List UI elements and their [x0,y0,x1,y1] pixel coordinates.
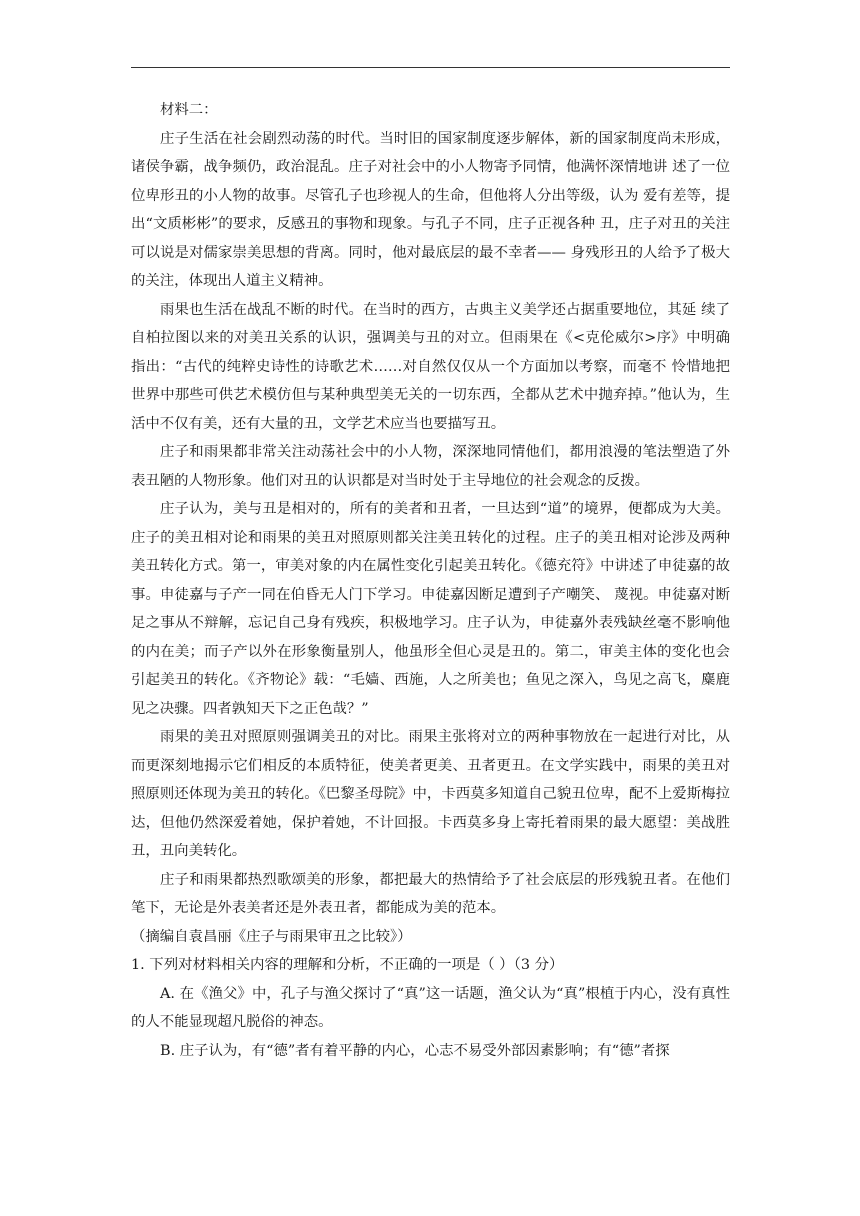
paragraph: 庄子和雨果都热烈歌颂美的形象，都把最大的热情给予了社会底层的形残貌丑者。在他们笔下，无论是外表美者还是外表丑者，都能成为美的范本。 [131,871,730,916]
paragraph: 庄子和雨果都非常关注动荡社会中的小人物，深深地同情他们，都用浪漫的笔法塑造了外表丑陋的人物形象。他们对丑的认识都是对当时处于主导地位的社会观念的反拨。 [131,444,730,489]
header-rule [131,67,730,68]
question-stem: 1. 下列对材料相关内容的理解和分析，不正确的一项是（ ）（3 分） [131,957,564,973]
document-body [131,96,730,1065]
paragraph: 庄子认为，美与丑是相对的，所有的美者和丑者，一旦达到“道”的境界，便都成为大美。庄子的美丑相对论和雨果的美丑对照原则都关注美丑转化的过程。庄子的美丑相对论涉及两种美丑转化方式。第一，审美对象的内在属性变化引起美丑转化。《德充符》中讲述了申徒嘉的故事。申徒嘉与子产一同在伯昏无人门下学习。申徒嘉因断足遭到子产嘲笑、 蔑视。申徒嘉对断足之事从不辩解，忘记自己身有残疾，积极地学习。庄子认为，申徒嘉外表残缺丝毫不影响他的内在美；而子产以外在形象衡量别人，他虽形全但心灵是丑的。第二，审美主体的变化也会引起美丑的转化。《齐物论》载：“毛嫱、西施，人之所美也；鱼见之深入，鸟见之高飞，麋鹿见之决骤。四者孰知天下之正色哉？” [131,501,730,717]
source-citation: （摘编自袁昌丽《庄子与雨果审丑之比较》） [131,928,412,945]
paragraph: 雨果的美丑对照原则强调美丑的对比。雨果主张将对立的两种事物放在一起进行对比，从而更深刻地揭示它们相反的本质特征，使美者更美、丑者更丑。在文学实践中，雨果的美丑对照原则还体现为美丑的转化。《巴黎圣母院》中，卡西莫多知道自己貌丑位卑，配不上爱斯梅拉达，但他仍然深爱着她，保护着她，不计回报。卡西莫多身上寄托着雨果的最大愿望：美战胜丑，丑向美转化。 [131,729,730,859]
section-label: 材料二： [160,102,218,118]
paragraph: 雨果也生活在战乱不断的时代。在当时的西方，古典主义美学还占据重要地位，其延 续了自柏拉图以来的对美丑关系的认识，强调美与丑的对立。但雨果在《<克伦威尔>序》中明确指出：“古代的纯粹史诗性的诗歌艺术……对自然仅仅从一个方面加以考察，而毫不 怜惜地把世界中那些可供艺术模仿但与某种典型美无关的一切东西，全都从艺术中抛弃掉。”他认为，生活中不仅有美，还有大量的丑，文学艺术应当也要描写丑。 [131,301,730,432]
option-a: A. 在《渔父》中，孔子与渔父探讨了“真”这一话题，渔父认为“真”根植于内心，没有真性的人不能显现超凡脱俗的神态。 [131,985,730,1030]
option-b: B. 庄子认为，有“德”者有着平静的内心，心志不易受外部因素影响；有“德”者探 [160,1042,670,1059]
paragraph: 庄子生活在社会剧烈动荡的时代。当时旧的国家制度逐步解体，新的国家制度尚未形成，诸侯争霸，战争频仍，政治混乱。庄子对社会中的小人物寄予同情，他满怀深情地讲 述了一位位卑形丑的小人物的故事。尽管孔子也珍视人的生命，但他将人分出等级，认为 爱有差等，提出“文质彬彬”的要求，反感丑的事物和现象。与孔子不同，庄子正视各种 丑，庄子对丑的关注可以说是对儒家崇美思想的背离。同时，他对最底层的最不幸者—— 身残形丑的人给予了极大的关注，体现出人道主义精神。 [131,130,730,289]
